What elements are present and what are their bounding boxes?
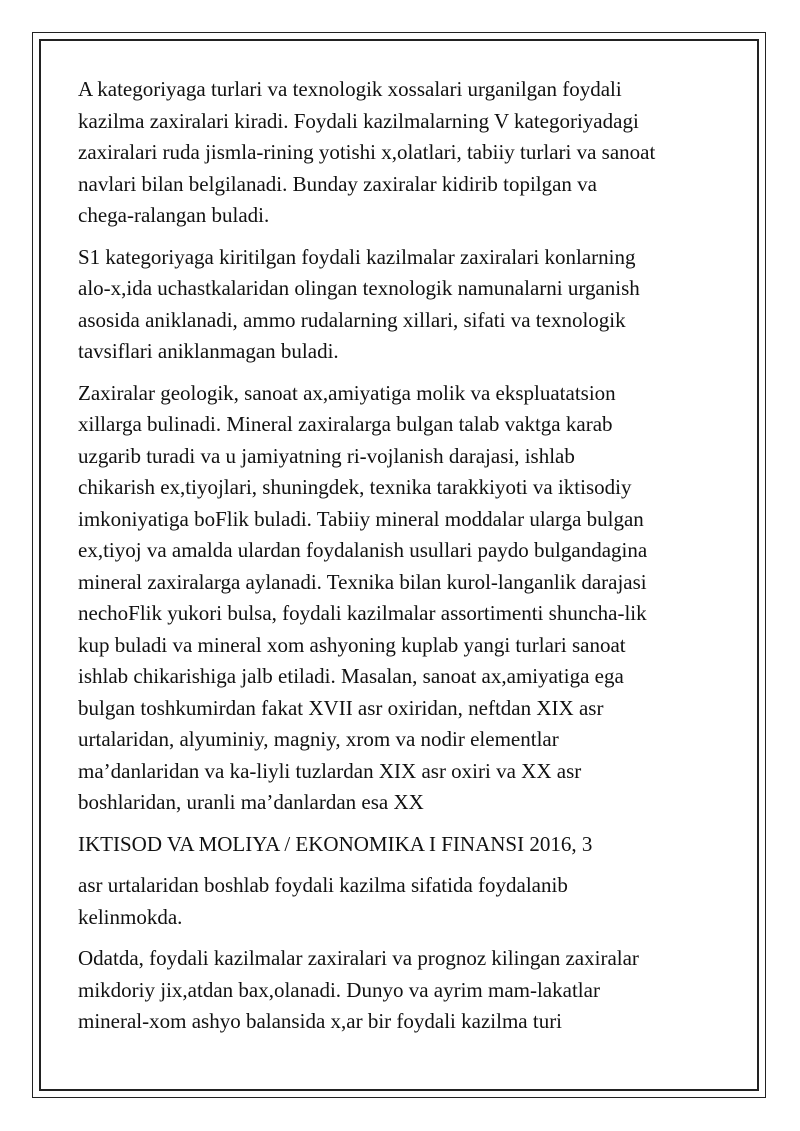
text-line: nechoFlik yukori bulsa, foydali kazilmalar assortimenti shuncha-lik bbox=[78, 601, 647, 625]
text-line: Odatda, foydali kazilmalar zaxiralari va prognoz kilingan zaxiralar bbox=[78, 946, 639, 970]
text-line: IKTISOD VA MOLIYA / EKONOMIKA I FINANSI 2016, 3 bbox=[78, 831, 593, 856]
text-line: navlari bilan belgilanadi. Bunday zaxiralar kidirib topilgan va bbox=[78, 171, 598, 196]
text-line: imkoniyatiga boFlik buladi. Tabiiy mineral moddalar ularga bulgan bbox=[78, 506, 644, 531]
text-line: S1 kategoriyaga kiritilgan foydali kazilmalar zaxiralari konlarning bbox=[78, 244, 636, 269]
text-line: mineral-xom ashyo balansida x,ar bir foydali kazilma turi bbox=[78, 1009, 563, 1033]
text-line: alo-x,ida uchastkalaridan olingan texnologik namunalarni urganish bbox=[78, 276, 640, 300]
text-line: boshlaridan, uranli ma’danlardan esa XX bbox=[78, 790, 424, 814]
text-line: Zaxiralar geologik, sanoat ax,amiyatiga molik va ekspluatatsion bbox=[78, 380, 616, 405]
text-line: urtalaridan, alyuminiy, magniy, xrom va nodir elementlar bbox=[78, 727, 559, 751]
document-body bbox=[78, 74, 738, 1048]
running-header bbox=[78, 829, 738, 861]
paragraph-category-s1 bbox=[78, 242, 738, 368]
text-line: kup buladi va mineral xom ashyoning kuplab yangi turlari sanoat bbox=[78, 632, 626, 657]
text-line: bulgan toshkumirdan fakat XVII asr oxiridan, neftdan XIX asr bbox=[78, 695, 604, 720]
text-line: uzgarib turadi va u jamiyatning ri-vojlanish darajasi, ishlab bbox=[78, 443, 575, 468]
text-line: chega-ralangan buladi. bbox=[78, 203, 270, 227]
text-line: asr urtalaridan boshlab foydali kazilma sifatida foydalanib bbox=[78, 873, 568, 897]
text-line: ex,tiyoj va amalda ulardan foydalanish usullari paydo bulgandagina bbox=[78, 538, 648, 562]
paragraph-continuation bbox=[78, 870, 738, 933]
text-line: kelinmokda. bbox=[78, 904, 183, 929]
paragraph-balance bbox=[78, 943, 738, 1038]
text-line: asosida aniklanadi, ammo rudalarning xillari, sifati va texnologik bbox=[78, 307, 626, 332]
text-line: tavsiflari aniklanmagan buladi. bbox=[78, 339, 339, 363]
text-line: A kategoriyaga turlari va texnologik xossalari urganilgan foydali bbox=[78, 77, 622, 101]
text-line: ishlab chikarishiga jalb etiladi. Masalan, sanoat ax,amiyatiga ega bbox=[78, 664, 624, 688]
text-line: zaxiralari ruda jismla-rining yotishi x,olatlari, tabiiy turlari va sanoat bbox=[78, 140, 656, 164]
paragraph-reserves-types bbox=[78, 378, 738, 819]
text-line: xillarga bulinadi. Mineral zaxiralarga bulgan talab vaktga karab bbox=[78, 412, 613, 436]
paragraph-categories-a-b bbox=[78, 74, 738, 232]
text-line: chikarish ex,tiyojlari, shuningdek, texnika tarakkiyoti va iktisodiy bbox=[78, 475, 632, 499]
text-line: mikdoriy jix,atdan bax,olanadi. Dunyo va ayrim mam-lakatlar bbox=[78, 977, 600, 1002]
text-line: ma’danlaridan va ka-liyli tuzlardan XIX asr oxiri va XX asr bbox=[78, 758, 582, 783]
text-line: mineral zaxiralarga aylanadi. Texnika bilan kurol-langanlik darajasi bbox=[78, 569, 647, 594]
text-line: kazilma zaxiralari kiradi. Foydali kazilmalarning V kategoriyadagi bbox=[78, 108, 639, 133]
